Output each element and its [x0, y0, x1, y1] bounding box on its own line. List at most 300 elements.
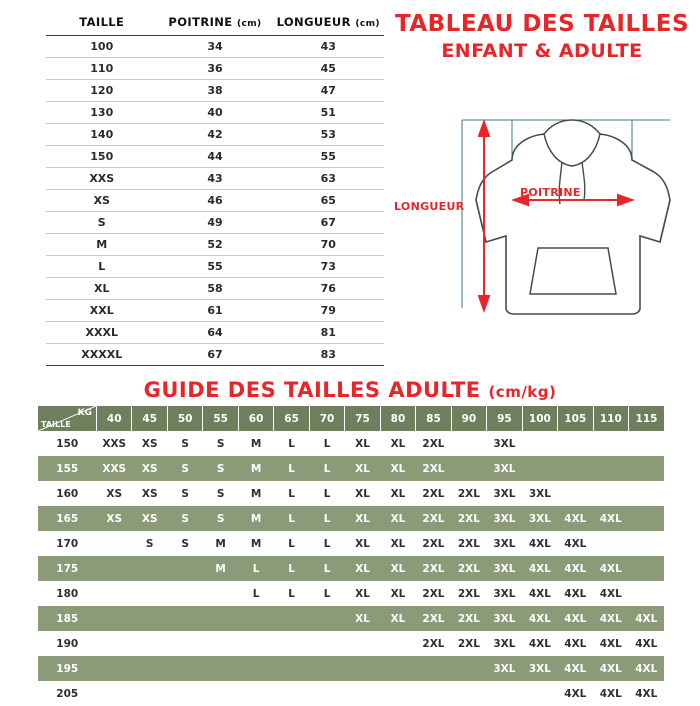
- guide-cell: L: [309, 531, 344, 556]
- table-row: [46, 168, 384, 190]
- cell-taille: XL: [46, 278, 158, 300]
- guide-cell: [380, 631, 415, 656]
- guide-col-header: 60: [238, 406, 273, 431]
- guide-cell: [629, 456, 664, 481]
- guide-cell: L: [309, 581, 344, 606]
- guide-cell: XL: [345, 431, 380, 456]
- cell-longueur: 55: [272, 146, 384, 168]
- guide-cell: 4XL: [593, 606, 628, 631]
- guide-cell: [593, 431, 628, 456]
- table-row: [46, 102, 384, 124]
- guide-cell: [558, 431, 593, 456]
- guide-header-row: [38, 406, 664, 431]
- guide-cell: M: [203, 556, 238, 581]
- guide-cell: [132, 581, 167, 606]
- guide-cell: [309, 631, 344, 656]
- guide-row: [38, 656, 664, 681]
- guide-cell: [132, 556, 167, 581]
- column-header-taille: [46, 10, 158, 36]
- cell-poitrine: 43: [158, 168, 273, 190]
- guide-row: [38, 681, 664, 706]
- guide-cell: [167, 581, 202, 606]
- guide-cell: S: [167, 531, 202, 556]
- cell-poitrine: 67: [158, 344, 273, 366]
- guide-cell: 3XL: [522, 506, 557, 531]
- guide-cell: [167, 606, 202, 631]
- guide-cell: [97, 656, 132, 681]
- guide-cell: [238, 681, 273, 706]
- table-row: [46, 278, 384, 300]
- guide-cell: [345, 656, 380, 681]
- poitrine-label: POITRINE: [520, 186, 581, 199]
- cell-poitrine: 42: [158, 124, 273, 146]
- guide-cell: L: [309, 481, 344, 506]
- guide-cell: [593, 531, 628, 556]
- guide-cell: [203, 656, 238, 681]
- guide-cell: XS: [97, 506, 132, 531]
- table-row: [46, 58, 384, 80]
- table-row: [46, 146, 384, 168]
- guide-cell: [97, 631, 132, 656]
- hoodie-illustration: [392, 96, 692, 354]
- guide-col-header: 115: [629, 406, 664, 431]
- guide-cell: [593, 481, 628, 506]
- guide-cell: 2XL: [416, 606, 451, 631]
- column-header-longueur-label: LONGUEUR: [276, 15, 351, 29]
- guide-cell: XS: [132, 431, 167, 456]
- guide-cell: L: [274, 481, 309, 506]
- guide-cell: [558, 456, 593, 481]
- guide-cell: [345, 631, 380, 656]
- guide-cell: 4XL: [522, 631, 557, 656]
- guide-col-header: 95: [487, 406, 522, 431]
- guide-cell: [97, 581, 132, 606]
- guide-cell: [451, 681, 486, 706]
- guide-row-label: 155: [38, 456, 97, 481]
- guide-cell: XL: [345, 531, 380, 556]
- guide-row: [38, 431, 664, 456]
- guide-cell: 2XL: [416, 506, 451, 531]
- cell-longueur: 79: [272, 300, 384, 322]
- guide-cell: 2XL: [451, 481, 486, 506]
- guide-col-header: 110: [593, 406, 628, 431]
- guide-cell: L: [274, 581, 309, 606]
- cell-taille: M: [46, 234, 158, 256]
- column-header-poitrine-unit: (cm): [236, 19, 262, 29]
- guide-cell: 4XL: [558, 581, 593, 606]
- guide-cell: XL: [345, 556, 380, 581]
- guide-cell: L: [274, 506, 309, 531]
- guide-cell: [558, 481, 593, 506]
- guide-row: [38, 481, 664, 506]
- size-guide-adult-table: [38, 406, 664, 706]
- guide-cell: 3XL: [487, 481, 522, 506]
- guide-row-label: 170: [38, 531, 97, 556]
- guide-col-header: 80: [380, 406, 415, 431]
- guide-cell: L: [309, 456, 344, 481]
- guide-cell: 4XL: [522, 531, 557, 556]
- page-title-line1: TABLEAU DES TAILLES: [394, 11, 690, 37]
- guide-row: [38, 556, 664, 581]
- guide-col-header: 55: [203, 406, 238, 431]
- table-row: [46, 322, 384, 344]
- guide-cell: 2XL: [451, 556, 486, 581]
- table-row: [46, 80, 384, 102]
- guide-col-header: 50: [167, 406, 202, 431]
- guide-cell: 2XL: [416, 531, 451, 556]
- guide-cell: 4XL: [558, 556, 593, 581]
- cell-longueur: 65: [272, 190, 384, 212]
- guide-cell: L: [238, 581, 273, 606]
- guide-cell: 2XL: [416, 581, 451, 606]
- guide-cell: [629, 431, 664, 456]
- cell-poitrine: 44: [158, 146, 273, 168]
- guide-cell: [203, 581, 238, 606]
- guide-cell: [451, 456, 486, 481]
- guide-cell: 3XL: [487, 506, 522, 531]
- guide-cell: [593, 456, 628, 481]
- cell-taille: XS: [46, 190, 158, 212]
- cell-poitrine: 58: [158, 278, 273, 300]
- guide-cell: 3XL: [487, 606, 522, 631]
- guide-cell: 3XL: [487, 656, 522, 681]
- guide-cell: [132, 606, 167, 631]
- guide-cell: 2XL: [416, 631, 451, 656]
- guide-cell: [274, 606, 309, 631]
- table-row: [46, 234, 384, 256]
- guide-row-label: 185: [38, 606, 97, 631]
- cell-taille: 100: [46, 36, 158, 58]
- guide-cell: 4XL: [558, 656, 593, 681]
- guide-cell: [629, 506, 664, 531]
- cell-longueur: 83: [272, 344, 384, 366]
- guide-cell: 2XL: [416, 431, 451, 456]
- guide-col-header: 65: [274, 406, 309, 431]
- guide-cell: L: [274, 531, 309, 556]
- guide-cell: M: [238, 481, 273, 506]
- guide-cell: 3XL: [487, 631, 522, 656]
- guide-row-label: 160: [38, 481, 97, 506]
- guide-row-label: 205: [38, 681, 97, 706]
- guide-cell: [97, 556, 132, 581]
- cell-longueur: 67: [272, 212, 384, 234]
- guide-col-header: 75: [345, 406, 380, 431]
- guide-cell: XXS: [97, 456, 132, 481]
- guide-cell: 3XL: [522, 481, 557, 506]
- guide-cell: [629, 531, 664, 556]
- guide-cell: [167, 681, 202, 706]
- guide-cell: [132, 656, 167, 681]
- guide-cell: XXS: [97, 431, 132, 456]
- guide-cell: 2XL: [416, 456, 451, 481]
- guide-cell: [238, 631, 273, 656]
- guide-cell: XL: [345, 581, 380, 606]
- guide-cell: [522, 431, 557, 456]
- guide-cell: XL: [380, 581, 415, 606]
- guide-cell: [274, 631, 309, 656]
- guide-cell: XL: [345, 481, 380, 506]
- guide-cell: [451, 656, 486, 681]
- guide-cell: XS: [132, 481, 167, 506]
- page-title: [392, 12, 692, 62]
- guide-col-header: 85: [416, 406, 451, 431]
- guide-cell: XL: [380, 506, 415, 531]
- guide-cell: [309, 656, 344, 681]
- guide-cell: 4XL: [522, 556, 557, 581]
- guide-cell: [629, 581, 664, 606]
- guide-col-header: 90: [451, 406, 486, 431]
- guide-cell: [487, 681, 522, 706]
- guide-cell: M: [203, 531, 238, 556]
- guide-title-unit: (cm/kg): [488, 383, 557, 401]
- guide-cell: 4XL: [629, 631, 664, 656]
- guide-cell: 4XL: [522, 606, 557, 631]
- cell-taille: 150: [46, 146, 158, 168]
- guide-cell: [451, 431, 486, 456]
- table-row: [46, 190, 384, 212]
- guide-cell: 4XL: [629, 681, 664, 706]
- guide-cell: M: [238, 506, 273, 531]
- guide-cell: S: [203, 456, 238, 481]
- cell-poitrine: 36: [158, 58, 273, 80]
- table-row: [46, 256, 384, 278]
- guide-row: [38, 606, 664, 631]
- guide-cell: [238, 606, 273, 631]
- guide-cell: 4XL: [629, 606, 664, 631]
- guide-row-label: 190: [38, 631, 97, 656]
- guide-cell: [97, 681, 132, 706]
- table-header-row: [46, 10, 384, 36]
- guide-cell: [416, 656, 451, 681]
- guide-cell: S: [167, 506, 202, 531]
- cell-longueur: 76: [272, 278, 384, 300]
- guide-row: [38, 506, 664, 531]
- guide-cell: 4XL: [558, 631, 593, 656]
- guide-row-label: 175: [38, 556, 97, 581]
- guide-cell: 4XL: [593, 506, 628, 531]
- cell-poitrine: 38: [158, 80, 273, 102]
- guide-cell: 4XL: [558, 681, 593, 706]
- table-row: [46, 212, 384, 234]
- cell-longueur: 81: [272, 322, 384, 344]
- table-row: [46, 124, 384, 146]
- guide-cell: [97, 606, 132, 631]
- cell-taille: 120: [46, 80, 158, 102]
- guide-cell: 3XL: [487, 556, 522, 581]
- guide-table-body: [38, 431, 664, 706]
- guide-cell: L: [309, 556, 344, 581]
- guide-cell: XL: [380, 481, 415, 506]
- kangaroo-pocket: [530, 248, 616, 294]
- cell-poitrine: 49: [158, 212, 273, 234]
- size-table-body: [46, 36, 384, 366]
- guide-cell: S: [132, 531, 167, 556]
- guide-cell: S: [167, 431, 202, 456]
- cell-taille: S: [46, 212, 158, 234]
- guide-cell: [380, 656, 415, 681]
- table-row: [46, 300, 384, 322]
- corner-kg-label: KG: [77, 408, 92, 418]
- guide-cell: 2XL: [451, 631, 486, 656]
- guide-row: [38, 581, 664, 606]
- guide-cell: 4XL: [593, 631, 628, 656]
- guide-cell: 2XL: [416, 481, 451, 506]
- cell-longueur: 45: [272, 58, 384, 80]
- guide-col-header: 105: [558, 406, 593, 431]
- guide-cell: L: [274, 456, 309, 481]
- guide-col-header: 70: [309, 406, 344, 431]
- guide-row-label: 165: [38, 506, 97, 531]
- guide-cell: 2XL: [416, 556, 451, 581]
- guide-col-header: 40: [97, 406, 132, 431]
- longueur-label: LONGUEUR: [394, 200, 465, 213]
- guide-cell: [309, 681, 344, 706]
- guide-col-header: 100: [522, 406, 557, 431]
- guide-cell: XS: [132, 456, 167, 481]
- guide-cell: L: [309, 431, 344, 456]
- guide-cell: S: [203, 431, 238, 456]
- table-row: [46, 344, 384, 366]
- guide-cell: [522, 456, 557, 481]
- cell-longueur: 70: [272, 234, 384, 256]
- guide-cell: XS: [132, 506, 167, 531]
- cell-taille: 130: [46, 102, 158, 124]
- guide-cell: 4XL: [593, 556, 628, 581]
- cell-taille: 110: [46, 58, 158, 80]
- guide-cell: 4XL: [558, 606, 593, 631]
- guide-cell: [522, 681, 557, 706]
- guide-cell: XL: [380, 456, 415, 481]
- guide-cell: 3XL: [522, 656, 557, 681]
- guide-cell: [274, 656, 309, 681]
- guide-cell: 3XL: [487, 431, 522, 456]
- guide-cell: 4XL: [629, 656, 664, 681]
- column-header-longueur-unit: (cm): [355, 19, 380, 29]
- cell-poitrine: 61: [158, 300, 273, 322]
- guide-row-label: 150: [38, 431, 97, 456]
- guide-cell: [274, 681, 309, 706]
- guide-cell: 4XL: [558, 506, 593, 531]
- cell-longueur: 73: [272, 256, 384, 278]
- guide-cell: 2XL: [451, 531, 486, 556]
- guide-cell: L: [238, 556, 273, 581]
- guide-cell: [203, 631, 238, 656]
- guide-cell: 4XL: [593, 656, 628, 681]
- cell-taille: L: [46, 256, 158, 278]
- cell-longueur: 51: [272, 102, 384, 124]
- cell-taille: 140: [46, 124, 158, 146]
- guide-cell: 3XL: [487, 581, 522, 606]
- guide-cell: [345, 681, 380, 706]
- guide-cell: [167, 556, 202, 581]
- page-title-line2: ENFANT & ADULTE: [441, 40, 643, 63]
- guide-cell: 3XL: [487, 531, 522, 556]
- cell-poitrine: 34: [158, 36, 273, 58]
- guide-cell: S: [167, 456, 202, 481]
- guide-cell: [203, 606, 238, 631]
- cell-poitrine: 52: [158, 234, 273, 256]
- guide-cell: [380, 681, 415, 706]
- guide-cell: 4XL: [558, 531, 593, 556]
- guide-cell: [629, 556, 664, 581]
- guide-cell: 2XL: [451, 606, 486, 631]
- guide-cell: XL: [380, 556, 415, 581]
- guide-cell: XL: [345, 606, 380, 631]
- guide-title: [0, 378, 700, 402]
- cell-longueur: 63: [272, 168, 384, 190]
- guide-cell: L: [309, 506, 344, 531]
- guide-cell: S: [203, 481, 238, 506]
- guide-cell: 4XL: [593, 681, 628, 706]
- guide-cell: [167, 631, 202, 656]
- cell-taille: XXXXL: [46, 344, 158, 366]
- cell-longueur: 43: [272, 36, 384, 58]
- cell-taille: XXL: [46, 300, 158, 322]
- guide-cell: 2XL: [451, 506, 486, 531]
- guide-row-label: 180: [38, 581, 97, 606]
- guide-cell: [97, 531, 132, 556]
- guide-cell: [132, 631, 167, 656]
- guide-cell: [203, 681, 238, 706]
- guide-cell: XL: [380, 606, 415, 631]
- guide-title-text: GUIDE DES TAILLES ADULTE: [143, 378, 481, 402]
- column-header-longueur: [272, 10, 384, 36]
- guide-cell: [416, 681, 451, 706]
- guide-cell: 4XL: [593, 581, 628, 606]
- guide-cell: XS: [97, 481, 132, 506]
- guide-corner-header: [38, 406, 97, 431]
- guide-cell: XL: [380, 531, 415, 556]
- guide-row-label: 195: [38, 656, 97, 681]
- guide-cell: L: [274, 556, 309, 581]
- guide-cell: [629, 481, 664, 506]
- guide-cell: XL: [345, 506, 380, 531]
- column-header-taille-label: TAILLE: [79, 15, 125, 29]
- column-header-poitrine: [158, 10, 273, 36]
- guide-row: [38, 531, 664, 556]
- guide-row: [38, 631, 664, 656]
- hoodie-diagram: [392, 96, 692, 354]
- cell-taille: XXS: [46, 168, 158, 190]
- corner-taille-label: TAILLE: [41, 420, 71, 429]
- cell-poitrine: 46: [158, 190, 273, 212]
- guide-cell: L: [274, 431, 309, 456]
- guide-cell: 2XL: [451, 581, 486, 606]
- guide-cell: [132, 681, 167, 706]
- cell-longueur: 47: [272, 80, 384, 102]
- cell-poitrine: 55: [158, 256, 273, 278]
- column-header-poitrine-label: POITRINE: [168, 15, 233, 29]
- guide-cell: XL: [380, 431, 415, 456]
- guide-cell: [309, 606, 344, 631]
- cell-taille: XXXL: [46, 322, 158, 344]
- table-row: [46, 36, 384, 58]
- guide-cell: M: [238, 531, 273, 556]
- guide-cell: [167, 656, 202, 681]
- guide-cell: M: [238, 456, 273, 481]
- cell-poitrine: 64: [158, 322, 273, 344]
- guide-cell: XL: [345, 456, 380, 481]
- guide-cell: S: [167, 481, 202, 506]
- cell-longueur: 53: [272, 124, 384, 146]
- guide-cell: 4XL: [522, 581, 557, 606]
- guide-col-header: 45: [132, 406, 167, 431]
- size-table-child-adult: [46, 10, 384, 366]
- cell-poitrine: 40: [158, 102, 273, 124]
- guide-cell: S: [203, 506, 238, 531]
- guide-cell: 3XL: [487, 456, 522, 481]
- guide-cell: M: [238, 431, 273, 456]
